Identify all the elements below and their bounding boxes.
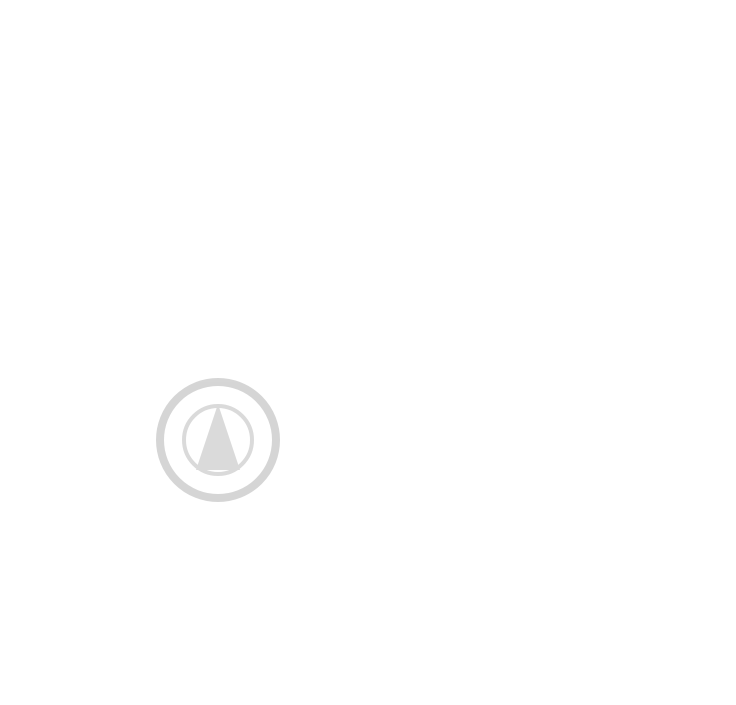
footer-label <box>487 690 556 705</box>
footer-label <box>418 690 487 705</box>
footer-label <box>556 690 625 705</box>
footer-label <box>0 690 73 705</box>
footer-label <box>211 690 280 705</box>
footer-label <box>280 690 349 705</box>
watermark-logo <box>160 382 276 498</box>
footer-label <box>625 690 694 705</box>
footer-label <box>142 690 211 705</box>
footer-watermark-row <box>0 690 736 705</box>
footer-label <box>349 690 418 705</box>
footer-label <box>73 690 142 705</box>
